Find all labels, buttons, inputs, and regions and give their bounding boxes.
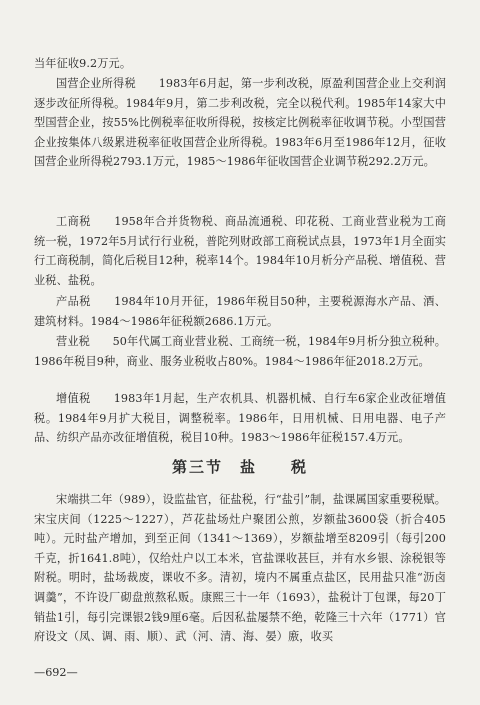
paragraph-industrial-commercial-tax: 工商税 1958年合并货物税、商品流通税、印花税、工商业营业税为工商统一税，1972年5月试行行业税，普陀列财政部工商税试点县，1973年1月全面实行工商税制，简化后税目12种，税率14个。1984年10月析分产品税、增值税、营业税、盐税。: [34, 215, 446, 287]
page-number: —692—: [34, 666, 78, 679]
paragraph-enterprise-income-tax: 国营企业所得税 1983年6月起，第一步利改税，原盈利国营企业上交利润逐步改征所得税。1984年9月，第二步利改税，完全以税代利。1985年14家大中型国营企业，按55%比例税率征收所得税，按核定比例税率征收调节税。小型国营企业按集体八级累进税率征收国营企业所得税。1983年6月至1986年12月，征收国营企业所得税2793.1万元，1985～1986年征收国营企业调节税292.2万元。: [34, 77, 446, 169]
paragraph-value-added-tax: 增值税 1983年1月起，生产农机具、机器机械、自行车6家企业改征增值税。1984年9月扩大税目，调整税率。1986年，日用机械、日用电器、电子产品、纺织产品亦改征增值税，税目10种。1983～1986年征税157.4万元。: [34, 392, 446, 445]
paragraph-product-tax: 产品税 1984年10月开征，1986年税目50种，主要税源海水产品、酒、建筑材料。1984～1986年征税额2686.1万元。: [34, 295, 446, 328]
paragraph-salt-tax-history: 宋端拱二年（989），设监盐官，征盐税，行“盐引”制，盐课属国家重要税赋。宋宝庆间（1225～1227），芦花盐场灶户聚团公煎，岁额盐3600袋（折合405吨）。元时盐产增加，到至正间（1341～1369），岁额盐增至8209引（每引200千克，折1641.8吨），仅给灶户以工本米，官盐课收甚巨，并有水乡银、涂税银等附税。明时，盐场裁废，课收不多。清初，境内不属重点盐区，民用盐只准“沥卤调羹”，不许设厂砌盘煎熬私贩。康熙三十一年（1693），盐税计丁包课，每20丁销盐1引，每引完课银2钱9厘6毫。后因私盐屡禁不绝，乾隆三十六年（1771）官府设文（凤、调、雨、顺）、武（河、清、海、晏）廒，收买: [34, 493, 446, 644]
section-title: 第三节 盐 税: [171, 458, 308, 476]
paragraph-business-tax: 营业税 50年代属工商业营业税、工商统一税，1984年9月析分独立税种。1986年税目9种，商业、服务业税收占80%。1984～1986年征2018.2万元。: [34, 335, 446, 368]
paragraph-continuation: 当年征收9.2万元。: [34, 57, 132, 70]
